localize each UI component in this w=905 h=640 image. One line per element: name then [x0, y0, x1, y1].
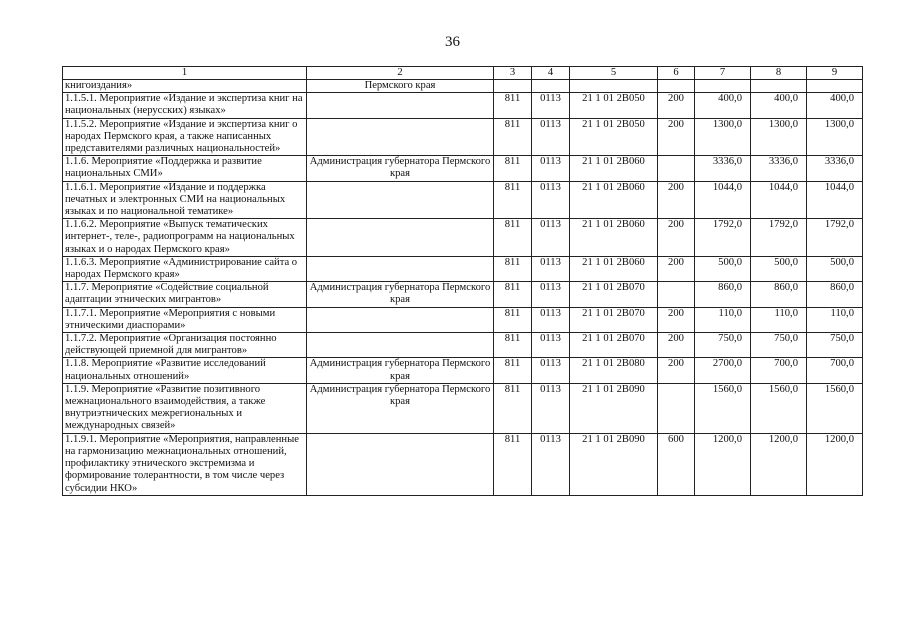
executor-cell [307, 181, 494, 219]
grbs-code-cell: 811 [494, 118, 532, 156]
target-article-cell: 21 1 01 2В060 [570, 256, 658, 281]
measure-name-cell: 1.1.6. Мероприятие «Поддержка и развитие национальных СМИ» [63, 156, 307, 181]
amount-year2-cell: 400,0 [751, 93, 807, 118]
column-number: 4 [532, 67, 570, 80]
measure-name-cell: 1.1.6.3. Мероприятие «Администрирование сайта о народах Пермского края» [63, 256, 307, 281]
target-article-cell: 21 1 01 2В080 [570, 358, 658, 383]
grbs-code-cell: 811 [494, 433, 532, 495]
target-article-cell: 21 1 01 2В050 [570, 118, 658, 156]
amount-year1-cell [695, 80, 751, 93]
amount-year1-cell: 1200,0 [695, 433, 751, 495]
measure-name-cell: 1.1.8. Мероприятие «Развитие исследований национальных отношений» [63, 358, 307, 383]
target-article-cell: 21 1 01 2В070 [570, 307, 658, 332]
grbs-code-cell: 811 [494, 219, 532, 257]
table-row [63, 282, 863, 307]
measure-name-cell: книгоиздания» [63, 80, 307, 93]
table-row [63, 156, 863, 181]
grbs-code-cell: 811 [494, 307, 532, 332]
target-article-cell: 21 1 01 2В060 [570, 219, 658, 257]
amount-year2-cell: 1792,0 [751, 219, 807, 257]
measure-name-cell: 1.1.5.1. Мероприятие «Издание и экспертиза книг на национальных (нерусских) языках» [63, 93, 307, 118]
table-row [63, 93, 863, 118]
column-number: 7 [695, 67, 751, 80]
expense-type-cell: 200 [658, 93, 695, 118]
expense-type-cell: 200 [658, 358, 695, 383]
amount-year2-cell [751, 80, 807, 93]
measure-name-cell: 1.1.9. Мероприятие «Развитие позитивного межнационального взаимодействия, а также внутриэтнических межрегиональных и международных связей» [63, 383, 307, 433]
target-article-cell: 21 1 01 2В050 [570, 93, 658, 118]
amount-year3-cell: 500,0 [807, 256, 863, 281]
measure-name-cell: 1.1.7.1. Мероприятие «Мероприятия с новыми этническими диаспорами» [63, 307, 307, 332]
measure-name-cell: 1.1.6.2. Мероприятие «Выпуск тематических интернет-, теле-, радиопрограмм на национальных языках и о народах Пермского края» [63, 219, 307, 257]
section-code-cell: 0113 [532, 256, 570, 281]
table-row [63, 307, 863, 332]
section-code-cell: 0113 [532, 93, 570, 118]
grbs-code-cell: 811 [494, 383, 532, 433]
executor-cell [307, 256, 494, 281]
executor-cell: Администрация губернатора Пермского края [307, 282, 494, 307]
amount-year1-cell: 500,0 [695, 256, 751, 281]
amount-year2-cell: 110,0 [751, 307, 807, 332]
target-article-cell: 21 1 01 2В070 [570, 282, 658, 307]
amount-year3-cell: 750,0 [807, 333, 863, 358]
expense-type-cell: 200 [658, 333, 695, 358]
measure-name-cell: 1.1.5.2. Мероприятие «Издание и экспертиза книг о народах Пермского края, а также написанных представителями различных национальностей» [63, 118, 307, 156]
amount-year1-cell: 1300,0 [695, 118, 751, 156]
section-code-cell: 0113 [532, 383, 570, 433]
expense-type-cell [658, 80, 695, 93]
amount-year2-cell: 1200,0 [751, 433, 807, 495]
amount-year1-cell: 860,0 [695, 282, 751, 307]
executor-cell [307, 333, 494, 358]
expense-type-cell [658, 282, 695, 307]
amount-year1-cell: 2700,0 [695, 358, 751, 383]
table-row [63, 181, 863, 219]
expense-type-cell [658, 383, 695, 433]
table-row [63, 358, 863, 383]
expense-type-cell: 200 [658, 181, 695, 219]
executor-cell: Администрация губернатора Пермского края [307, 383, 494, 433]
executor-cell: Пермского края [307, 80, 494, 93]
target-article-cell [570, 80, 658, 93]
measure-name-cell: 1.1.9.1. Мероприятие «Мероприятия, направленные на гармонизацию межнациональных отношений, профилактику этнического экстремизма и формирование толерантности, в том числе через субсидии НКО» [63, 433, 307, 495]
column-number: 6 [658, 67, 695, 80]
amount-year1-cell: 1560,0 [695, 383, 751, 433]
section-code-cell [532, 80, 570, 93]
target-article-cell: 21 1 01 2В090 [570, 433, 658, 495]
table-row [63, 383, 863, 433]
amount-year2-cell: 860,0 [751, 282, 807, 307]
expense-type-cell: 600 [658, 433, 695, 495]
amount-year3-cell: 400,0 [807, 93, 863, 118]
executor-cell [307, 433, 494, 495]
grbs-code-cell: 811 [494, 181, 532, 219]
table-row [63, 433, 863, 495]
amount-year3-cell: 110,0 [807, 307, 863, 332]
table-row [63, 80, 863, 93]
amount-year1-cell: 3336,0 [695, 156, 751, 181]
executor-cell [307, 307, 494, 332]
section-code-cell: 0113 [532, 307, 570, 332]
grbs-code-cell [494, 80, 532, 93]
amount-year1-cell: 750,0 [695, 333, 751, 358]
amount-year3-cell: 1792,0 [807, 219, 863, 257]
amount-year2-cell: 3336,0 [751, 156, 807, 181]
target-article-cell: 21 1 01 2В070 [570, 333, 658, 358]
expense-type-cell: 200 [658, 219, 695, 257]
measure-name-cell: 1.1.7.2. Мероприятие «Организация постоянно действующей приемной для мигрантов» [63, 333, 307, 358]
executor-cell [307, 219, 494, 257]
column-number: 9 [807, 67, 863, 80]
amount-year3-cell: 1200,0 [807, 433, 863, 495]
amount-year3-cell: 1044,0 [807, 181, 863, 219]
column-number: 3 [494, 67, 532, 80]
executor-cell: Администрация губернатора Пермского края [307, 156, 494, 181]
target-article-cell: 21 1 01 2В060 [570, 181, 658, 219]
grbs-code-cell: 811 [494, 256, 532, 281]
amount-year3-cell: 1300,0 [807, 118, 863, 156]
section-code-cell: 0113 [532, 333, 570, 358]
column-number: 5 [570, 67, 658, 80]
table-row [63, 333, 863, 358]
amount-year1-cell: 1792,0 [695, 219, 751, 257]
amount-year2-cell: 700,0 [751, 358, 807, 383]
amount-year2-cell: 1044,0 [751, 181, 807, 219]
grbs-code-cell: 811 [494, 333, 532, 358]
table-body [63, 67, 863, 496]
page-number: 36 [445, 34, 460, 50]
grbs-code-cell: 811 [494, 93, 532, 118]
grbs-code-cell: 811 [494, 358, 532, 383]
amount-year3-cell: 860,0 [807, 282, 863, 307]
amount-year3-cell [807, 80, 863, 93]
amount-year1-cell: 110,0 [695, 307, 751, 332]
section-code-cell: 0113 [532, 118, 570, 156]
section-code-cell: 0113 [532, 433, 570, 495]
table-row [63, 256, 863, 281]
amount-year2-cell: 750,0 [751, 333, 807, 358]
expense-type-cell [658, 156, 695, 181]
measure-name-cell: 1.1.7. Мероприятие «Содействие социальной адаптации этнических мигрантов» [63, 282, 307, 307]
section-code-cell: 0113 [532, 358, 570, 383]
executor-cell: Администрация губернатора Пермского края [307, 358, 494, 383]
section-code-cell: 0113 [532, 219, 570, 257]
target-article-cell: 21 1 01 2В090 [570, 383, 658, 433]
column-number: 2 [307, 67, 494, 80]
amount-year3-cell: 3336,0 [807, 156, 863, 181]
executor-cell [307, 93, 494, 118]
measure-name-cell: 1.1.6.1. Мероприятие «Издание и поддержка печатных и электронных СМИ на национальных языках и по национальной тематике» [63, 181, 307, 219]
amount-year1-cell: 400,0 [695, 93, 751, 118]
amount-year2-cell: 1560,0 [751, 383, 807, 433]
executor-cell [307, 118, 494, 156]
budget-table [62, 66, 863, 496]
section-code-cell: 0113 [532, 282, 570, 307]
column-number: 8 [751, 67, 807, 80]
section-code-cell: 0113 [532, 156, 570, 181]
column-number-row [63, 67, 863, 80]
column-number: 1 [63, 67, 307, 80]
amount-year2-cell: 500,0 [751, 256, 807, 281]
grbs-code-cell: 811 [494, 282, 532, 307]
grbs-code-cell: 811 [494, 156, 532, 181]
table-row [63, 118, 863, 156]
expense-type-cell: 200 [658, 256, 695, 281]
amount-year3-cell: 700,0 [807, 358, 863, 383]
table-row [63, 219, 863, 257]
section-code-cell: 0113 [532, 181, 570, 219]
amount-year3-cell: 1560,0 [807, 383, 863, 433]
expense-type-cell: 200 [658, 118, 695, 156]
amount-year2-cell: 1300,0 [751, 118, 807, 156]
expense-type-cell: 200 [658, 307, 695, 332]
amount-year1-cell: 1044,0 [695, 181, 751, 219]
target-article-cell: 21 1 01 2В060 [570, 156, 658, 181]
